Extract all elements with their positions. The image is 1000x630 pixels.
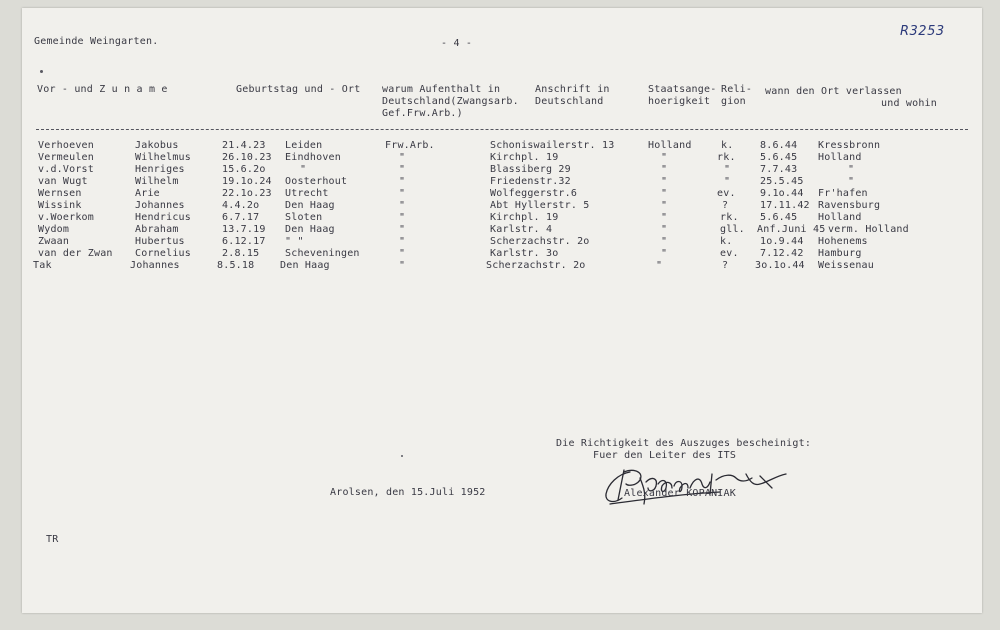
col-name-header: Vor - und Z u n a m e	[37, 84, 168, 95]
table-row	[0, 176, 1000, 188]
firstname: Abraham	[135, 224, 179, 235]
religion: k.	[720, 236, 733, 247]
header-divider	[36, 129, 968, 130]
col-nationality-header-1: Staatsange-	[648, 84, 717, 95]
religion: gll.	[720, 224, 745, 235]
left-date: 17.11.42	[760, 200, 810, 211]
surname: Zwaan	[38, 236, 70, 247]
table-row	[0, 260, 1000, 272]
nationality: "	[661, 212, 668, 223]
address: Abt Hyllerstr. 5	[490, 200, 590, 211]
birthdate: 26.10.23	[222, 152, 272, 163]
col-birth-header: Geburtstag und - Ort	[236, 84, 361, 95]
signer-name: Alexander KOPANIAK	[624, 488, 736, 499]
surname: Verhoeven	[38, 140, 94, 151]
destination: Holland	[818, 152, 862, 163]
reason: "	[399, 224, 406, 235]
table-row	[0, 188, 1000, 200]
birthplace: Leiden	[285, 140, 323, 151]
nationality: "	[661, 188, 668, 199]
birthdate: 4.4.2o	[222, 200, 260, 211]
table-row	[0, 152, 1000, 164]
municipality-header: Gemeinde Weingarten.	[34, 36, 159, 47]
birthdate: 22.1o.23	[222, 188, 272, 199]
nationality: "	[661, 236, 668, 247]
surname: Tak	[33, 260, 52, 271]
certification-line-1: Die Richtigkeit des Auszuges bescheinigt:	[556, 438, 812, 449]
table-row	[0, 236, 1000, 248]
address: Kirchpl. 19	[490, 212, 559, 223]
col-left-header-1: wann den Ort verlassen	[765, 86, 902, 97]
reason: "	[399, 248, 406, 259]
page-number: - 4 -	[441, 38, 473, 49]
col-reason-header-3: Gef.Frw.Arb.)	[382, 108, 463, 119]
religion: rk.	[717, 152, 736, 163]
birthplace: Sloten	[285, 212, 323, 223]
surname: Wydom	[38, 224, 70, 235]
col-left-header-2: und wohin	[881, 98, 937, 109]
surname: v.Woerkom	[38, 212, 94, 223]
religion: ?	[722, 200, 729, 211]
address: Friedenstr.32	[490, 176, 571, 187]
address: Schoniswailerstr. 13	[490, 140, 615, 151]
left-date: 25.5.45	[760, 176, 804, 187]
reason: "	[399, 212, 406, 223]
destination: Kressbronn	[818, 140, 881, 151]
birthplace: Scheveningen	[285, 248, 360, 259]
left-date: 1o.9.44	[760, 236, 804, 247]
destination: "	[848, 176, 855, 187]
nationality: "	[661, 248, 668, 259]
surname: Vermeulen	[38, 152, 94, 163]
left-date: 5.6.45	[760, 212, 798, 223]
address: Kirchpl. 19	[490, 152, 559, 163]
typist-initials: TR	[46, 534, 59, 545]
nationality: "	[656, 260, 663, 271]
firstname: Arie	[135, 188, 160, 199]
birthdate: 6.12.17	[222, 236, 266, 247]
firstname: Johannes	[130, 260, 180, 271]
address: Karlstr. 3o	[490, 248, 559, 259]
left-date: 7.7.43	[760, 164, 798, 175]
surname: van der Zwan	[38, 248, 113, 259]
table-row	[0, 212, 1000, 224]
reason: "	[399, 176, 406, 187]
surname: Wernsen	[38, 188, 82, 199]
reason: "	[399, 152, 406, 163]
religion: rk.	[720, 212, 739, 223]
table-row	[0, 248, 1000, 260]
firstname: Hendricus	[135, 212, 191, 223]
reference-stamp: R3253	[900, 24, 945, 39]
birthdate: 6.7.17	[222, 212, 260, 223]
destination: Weissenau	[818, 260, 874, 271]
birthplace: Den Haag	[285, 224, 335, 235]
certification-line-2: Fuer den Leiter des ITS	[593, 450, 737, 461]
firstname: Henriges	[135, 164, 185, 175]
destination: Fr'hafen	[818, 188, 868, 199]
destination: "	[848, 164, 855, 175]
handwritten-signature	[600, 464, 810, 510]
firstname: Wilhelmus	[135, 152, 191, 163]
religion: "	[724, 164, 731, 175]
table-row	[0, 224, 1000, 236]
firstname: Cornelius	[135, 248, 191, 259]
reason: "	[399, 260, 406, 271]
col-religion-header-2: gion	[721, 96, 746, 107]
religion: ev.	[717, 188, 736, 199]
address: Wolfeggerstr.6	[490, 188, 578, 199]
religion: "	[724, 176, 731, 187]
left-date: Anf.Juni 45	[757, 224, 826, 235]
nationality: "	[661, 152, 668, 163]
birthdate: 8.5.18	[217, 260, 255, 271]
birthdate: 13.7.19	[222, 224, 266, 235]
destination: Hamburg	[818, 248, 862, 259]
surname: v.d.Vorst	[38, 164, 94, 175]
col-reason-header-1: warum Aufenthalt in	[382, 84, 501, 95]
birthplace: " "	[285, 236, 304, 247]
birthdate: 2.8.15	[222, 248, 260, 259]
left-date: 5.6.45	[760, 152, 798, 163]
reason: "	[399, 188, 406, 199]
nationality: "	[661, 200, 668, 211]
birthplace: Utrecht	[285, 188, 329, 199]
reason: Frw.Arb.	[385, 140, 435, 151]
nationality: "	[661, 224, 668, 235]
address: Scherzachstr. 2o	[486, 260, 586, 271]
birthplace: Den Haag	[280, 260, 330, 271]
place-date: Arolsen, den 15.Juli 1952	[330, 487, 486, 498]
address: Karlstr. 4	[490, 224, 553, 235]
table-row	[0, 140, 1000, 152]
birthplace: Oosterhout	[285, 176, 348, 187]
col-address-header-2: Deutschland	[535, 96, 604, 107]
nationality: "	[661, 164, 668, 175]
mark-dot	[401, 455, 403, 457]
birthdate: 15.6.2o	[222, 164, 266, 175]
left-date: 7.12.42	[760, 248, 804, 259]
firstname: Hubertus	[135, 236, 185, 247]
left-date: 3o.1o.44	[755, 260, 805, 271]
destination: Holland	[818, 212, 862, 223]
reason: "	[399, 200, 406, 211]
firstname: Johannes	[135, 200, 185, 211]
birthplace: Den Haag	[285, 200, 335, 211]
col-address-header-1: Anschrift in	[535, 84, 610, 95]
destination: Ravensburg	[818, 200, 881, 211]
reason: "	[399, 164, 406, 175]
table-row	[0, 164, 1000, 176]
firstname: Jakobus	[135, 140, 179, 151]
address: Blassiberg 29	[490, 164, 571, 175]
birthdate: 21.4.23	[222, 140, 266, 151]
religion: ?	[722, 260, 729, 271]
col-religion-header-1: Reli-	[721, 84, 753, 95]
nationality: "	[661, 176, 668, 187]
left-date: 9.1o.44	[760, 188, 804, 199]
birthdate: 19.1o.24	[222, 176, 272, 187]
destination: Hohenems	[818, 236, 868, 247]
religion: k.	[721, 140, 734, 151]
surname: van Wugt	[38, 176, 88, 187]
reason: "	[399, 236, 406, 247]
nationality: Holland	[648, 140, 692, 151]
mark-dot	[40, 70, 43, 73]
table-row	[0, 200, 1000, 212]
col-reason-header-2: Deutschland(Zwangsarb.	[382, 96, 519, 107]
surname: Wissink	[38, 200, 82, 211]
destination: verm. Holland	[828, 224, 909, 235]
firstname: Wilhelm	[135, 176, 179, 187]
birthplace: "	[300, 164, 307, 175]
col-nationality-header-2: hoerigkeit	[648, 96, 711, 107]
address: Scherzachstr. 2o	[490, 236, 590, 247]
birthplace: Eindhoven	[285, 152, 341, 163]
left-date: 8.6.44	[760, 140, 798, 151]
religion: ev.	[720, 248, 739, 259]
